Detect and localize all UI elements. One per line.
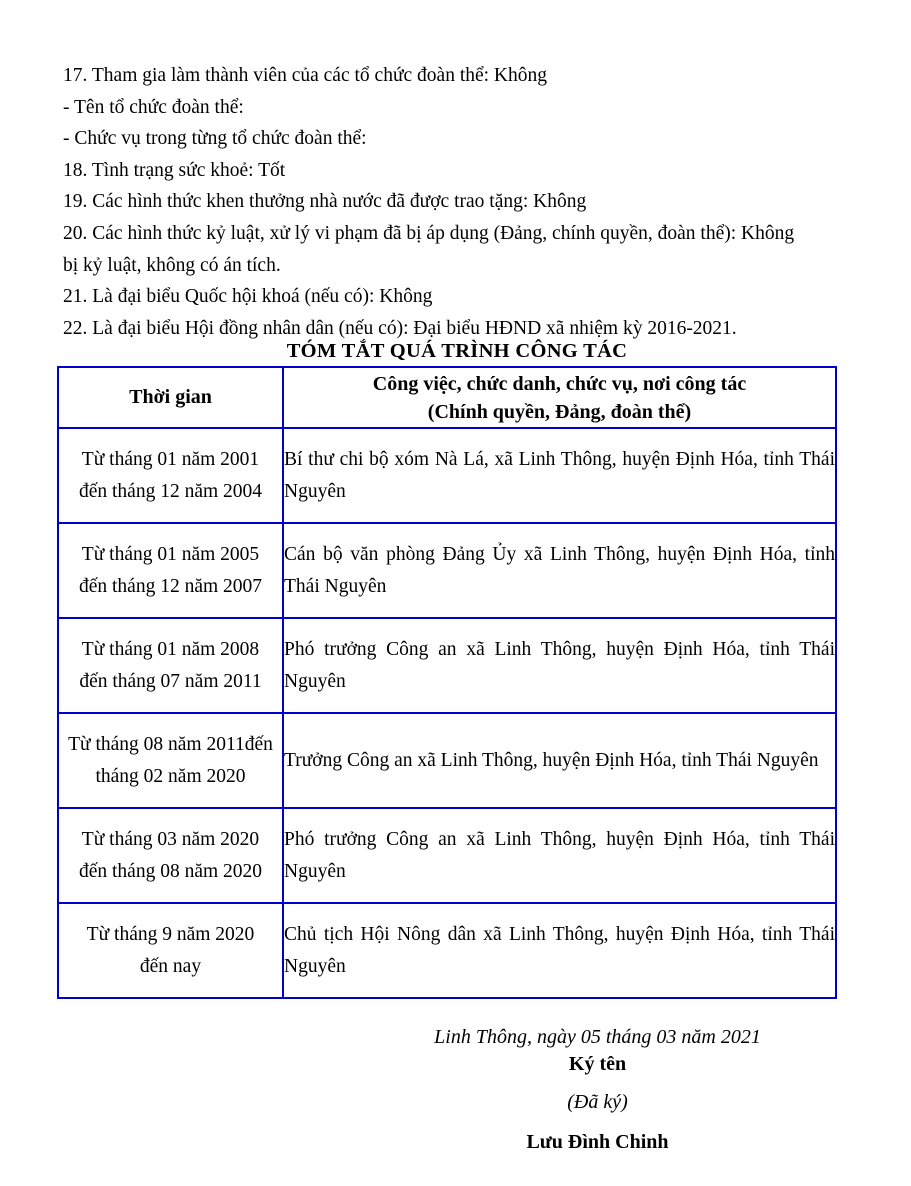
intro-line-21: 21. Là đại biểu Quốc hội khoá (nếu có): Không [63, 286, 433, 308]
table-row-1 [58, 428, 836, 523]
time-line2: tháng 02 năm 2020 [95, 765, 246, 787]
intro-line-20: 20. Các hình thức kỷ luật, xử lý vi phạm đã bị áp dụng (Đảng, chính quyền, đoàn thể): Không [63, 222, 795, 244]
time-line2: đến tháng 08 năm 2020 [78, 860, 263, 882]
table-header-time: Thời gian [58, 367, 283, 428]
time-line1: Từ tháng 9 năm 2020 [86, 923, 255, 945]
time-line1: Từ tháng 01 năm 2008 [81, 638, 260, 660]
table-row-6 [58, 903, 836, 998]
table-row-5 [58, 808, 836, 903]
signature-signer-name: Lưu Đình Chinh [526, 1131, 669, 1153]
time-line2: đến nay [139, 955, 202, 977]
table-header-row [58, 367, 836, 428]
table-row-2 [58, 523, 836, 618]
intro-line-19: 19. Các hình thức khen thưởng nhà nước đã được trao tặng: Không [63, 191, 587, 213]
job-cell: Chủ tịch Hội Nông dân xã Linh Thông, huyện Định Hóa, tỉnh Thái Nguyên [283, 903, 836, 998]
time-line1: Từ tháng 03 năm 2020 [81, 828, 260, 850]
table-header-job-line1: Công việc, chức danh, chức vụ, nơi công tác [372, 372, 747, 395]
time-line1: Từ tháng 08 năm 2011đến [68, 733, 273, 755]
time-line2: đến tháng 12 năm 2004 [78, 480, 263, 502]
time-cell [58, 903, 283, 998]
job-cell: Cán bộ văn phòng Đảng Ủy xã Linh Thông, huyện Định Hóa, tỉnh Thái Nguyên [283, 523, 836, 618]
intro-section [63, 60, 863, 344]
table-header-job [283, 367, 836, 428]
intro-line-20-cont: bị kỷ luật, không có án tích. [63, 254, 281, 276]
job-cell: Trưởng Công an xã Linh Thông, huyện Định Hóa, tỉnh Thái Nguyên [283, 713, 836, 808]
time-line2: đến tháng 07 năm 2011 [79, 670, 262, 692]
section-title: TÓM TẮT QUÁ TRÌNH CÔNG TÁC [286, 340, 628, 362]
signature-signed-note: (Đã ký) [567, 1091, 628, 1113]
time-cell [58, 618, 283, 713]
signature-place-date: Linh Thông, ngày 05 tháng 03 năm 2021 [434, 1026, 761, 1048]
job-cell: Phó trưởng Công an xã Linh Thông, huyện Định Hóa, tỉnh Thái Nguyên [283, 618, 836, 713]
table-header-job-line2: (Chính quyền, Đảng, đoàn thể) [427, 400, 692, 423]
job-cell: Bí thư chi bộ xóm Nà Lá, xã Linh Thông, huyện Định Hóa, tỉnh Thái Nguyên [283, 428, 836, 523]
time-cell [58, 523, 283, 618]
intro-line-18: 18. Tình trạng sức khoẻ: Tốt [63, 159, 286, 181]
time-line1: Từ tháng 01 năm 2001 [81, 448, 260, 470]
table-row-3 [58, 618, 836, 713]
work-history-table [57, 366, 837, 999]
table-row-4 [58, 713, 836, 808]
intro-line-org-role: - Chức vụ trong từng tổ chức đoàn thể: [63, 128, 367, 150]
time-cell [58, 808, 283, 903]
intro-line-17: 17. Tham gia làm thành viên của các tổ chức đoàn thể: Không [63, 65, 548, 86]
signature-label: Ký tên [568, 1053, 627, 1075]
time-line2: đến tháng 12 năm 2007 [78, 575, 263, 597]
time-cell [58, 428, 283, 523]
time-cell [58, 713, 283, 808]
intro-line-22: 22. Là đại biểu Hội đồng nhân dân (nếu có): Đại biểu HĐND xã nhiệm kỳ 2016-2021. [63, 317, 737, 339]
intro-line-org-name: - Tên tổ chức đoàn thể: [63, 96, 244, 118]
job-cell: Phó trưởng Công an xã Linh Thông, huyện Định Hóa, tỉnh Thái Nguyên [283, 808, 836, 903]
time-line1: Từ tháng 01 năm 2005 [81, 543, 260, 565]
